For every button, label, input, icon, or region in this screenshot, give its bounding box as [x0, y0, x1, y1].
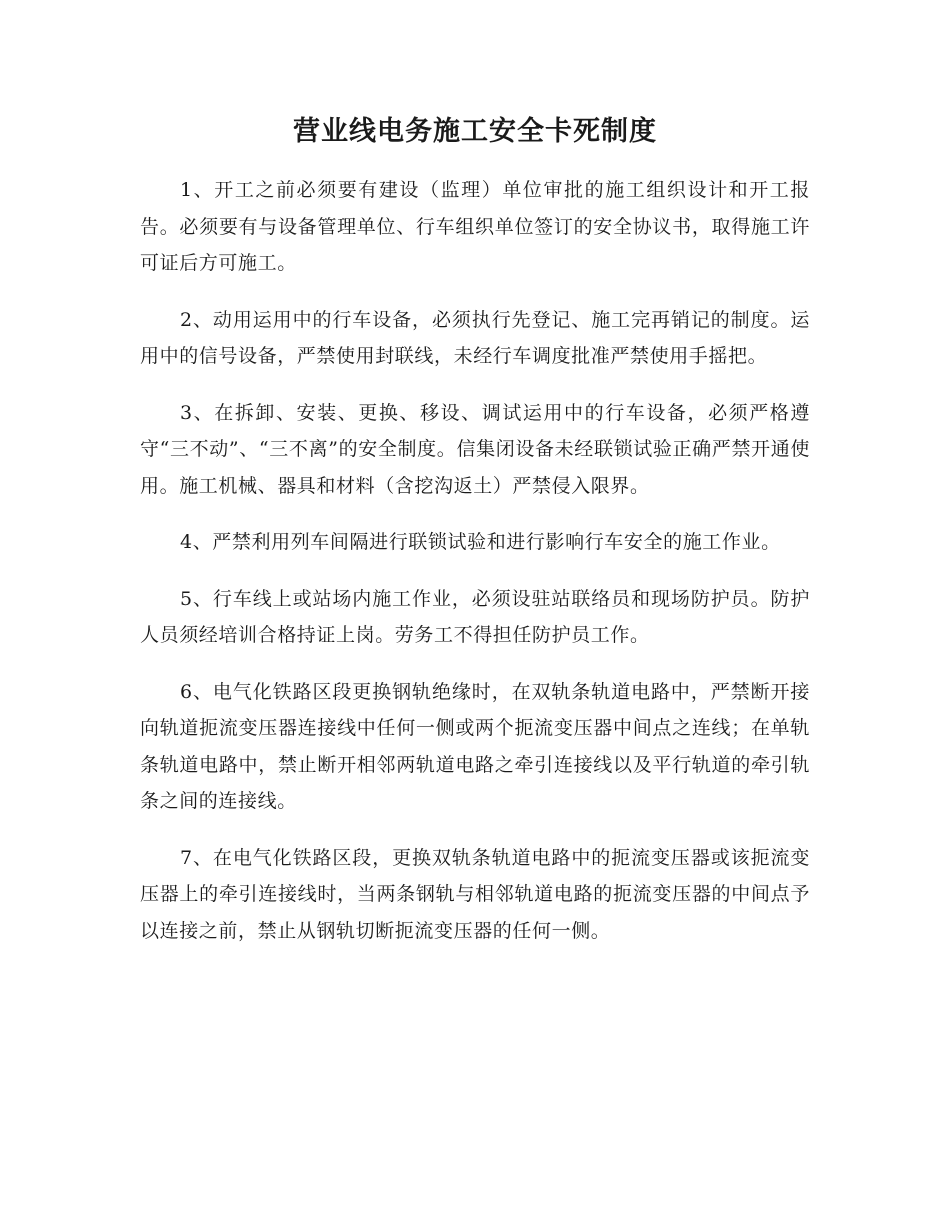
paragraph-5: 5、行车线上或站场内施工作业，必须设驻站联络员和现场防护员。防护人员须经培训合格持证上岗。劳务工不得担任防护员工作。 [140, 587, 810, 646]
document-title: 营业线电务施工安全卡死制度 [293, 116, 657, 147]
paragraph-1: 1、开工之前必须要有建设（监理）单位审批的施工组织设计和开工报告。必须要有与设备管理单位、行车组织单位签订的安全协议书，取得施工许可证后方可施工。 [140, 179, 810, 274]
paragraph-6: 6、电气化铁路区段更换钢轨绝缘时，在双轨条轨道电路中，严禁断开接向轨道扼流变压器连接线中任何一侧或两个扼流变压器中间点之连线；在单轨条轨道电路中，禁止断开相邻两轨道电路之牵引连接线以及平行轨道的牵引轨条之间的连接线。 [140, 680, 810, 812]
paragraph-4: 4、严禁利用列车间隔进行联锁试验和进行影响行车安全的施工作业。 [180, 531, 781, 553]
paragraph-2: 2、动用运用中的行车设备，必须执行先登记、施工完再销记的制度。运用中的信号设备，严禁使用封联线，未经行车调度批准严禁使用手摇把。 [140, 308, 810, 367]
paragraph-3: 3、在拆卸、安装、更换、移设、调试运用中的行车设备，必须严格遵守“三不动”、“三不离”的安全制度。信集闭设备未经联锁试验正确严禁开通使用。施工机械、器具和材料（含挖沟返土）严禁侵入限界。 [140, 401, 810, 497]
paragraph-7: 7、在电气化铁路区段，更换双轨条轨道电路中的扼流变压器或该扼流变压器上的牵引连接线时，当两条钢轨与相邻轨道电路的扼流变压器的中间点予以连接之前，禁止从钢轨切断扼流变压器的任何一侧。 [140, 846, 810, 942]
